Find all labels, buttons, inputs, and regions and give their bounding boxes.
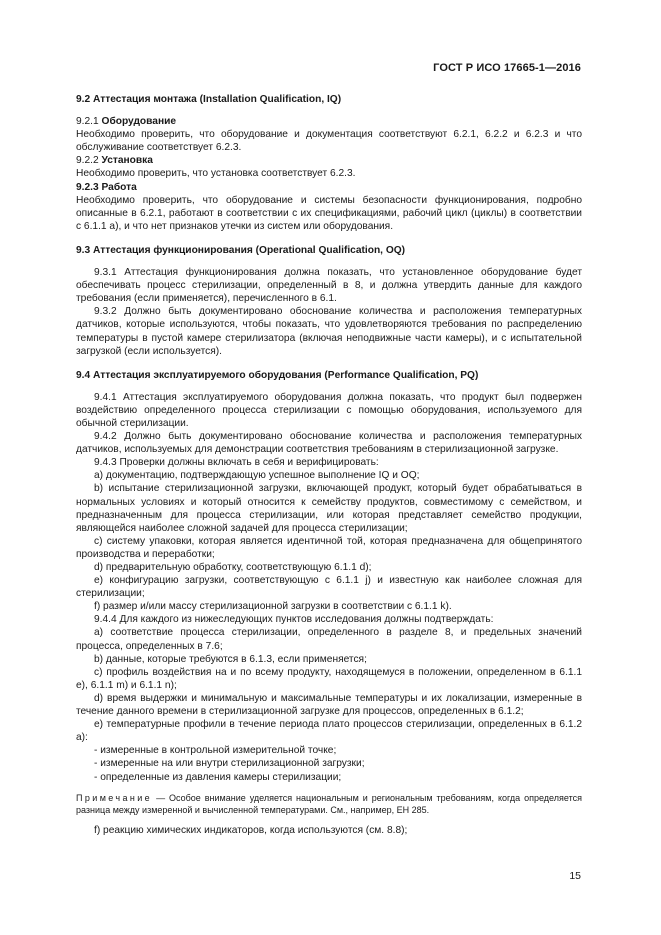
- list-item: d) время выдержки и минимальную и максимальные температуры и их локализации, измеренные в течение данного времени в стерилизационной загрузке для процессов, определенных в 6.1.2;: [76, 692, 582, 718]
- note-text: — Особое внимание уделяется национальным и региональным требованиям, когда определяется разница между измеренной и вычисленной температурами. См., например, ЕН 285.: [76, 792, 582, 815]
- list-item: а) документацию, подтверждающую успешное выполнение IQ и OQ;: [94, 470, 420, 482]
- subsection-title: Оборудование: [101, 116, 177, 128]
- subsection-9-2-3-heading: [76, 181, 582, 194]
- paragraph-9-4-2: 9.4.2 Должно быть документировано обоснование количества и расположения температурных датчиков, используемых для демонстрации соответствия требованиям в стерилизационной загрузке.: [76, 431, 582, 456]
- page-body: [76, 93, 582, 837]
- paragraph-9-3-1: 9.3.1 Аттестация функционирования должна показать, что установленное оборудование будет обеспечивать процесс стерилизации, определенный в 8, и должна утвердить данные для каждого требования (если применяется), перечисленного в 6.1.: [76, 267, 582, 305]
- subsection-number: 9.2.3: [76, 181, 99, 193]
- dash-item: - определенные из давления камеры стерилизации;: [94, 771, 342, 783]
- list-item: b) данные, которые требуются в 6.1.3, если применяется;: [94, 653, 367, 665]
- subsection-title: Установка: [101, 155, 153, 167]
- section-9-4-title: 9.4 Аттестация эксплуатируемого оборудования (Performance Qualification, PQ): [76, 369, 479, 381]
- note: [76, 792, 582, 816]
- subsection-number: 9.2.2: [76, 155, 99, 167]
- paragraph-text: Необходимо проверить, что оборудование и документация соответствуют 6.2.1, 6.2.2 и 6.2.3 и что обслуживание соответствует 6.2.3.: [76, 129, 582, 154]
- note-label: Примечание: [76, 792, 153, 803]
- section-9-2-title: 9.2 Аттестация монтажа (Installation Qualification, IQ): [76, 94, 342, 105]
- subsection-9-2-1-text: [76, 128, 582, 154]
- paragraph-9-4-4: 9.4.4 Для каждого из нижеследующих пунктов исследования должны подтверждать:: [94, 614, 494, 626]
- subsection-title: Работа: [101, 181, 137, 193]
- list-item: f) размер и/или массу стерилизационной загрузки в соответствии с 6.1.1 k).: [94, 601, 452, 613]
- list-item: c) систему упаковки, которая является идентичной той, которая предназначена для общепринятого производства и переработки;: [76, 535, 582, 560]
- page-number: 15: [569, 870, 581, 882]
- paragraph-9-3-2: 9.3.2 Должно быть документировано обоснование количества и расположения температурных датчиков, которые используются, чтобы показать, что удовлетворяются требования по распределению температуры в пустой камере стерилизатора (включая неподвижные части камеры), и с испытательной загрузкой (если используется).: [76, 306, 582, 357]
- subsection-9-2-3-text: Необходимо проверить, что оборудование и системы безопасности функционирования, подробно описанные в 6.2.1, работают в соответствии с их спецификациями, рабочий цикл (циклы) в соответствии с 6.1.1 а), и что нет признаков утечки из систем или оборудования.: [76, 194, 582, 232]
- dash-item: - измеренные на или внутри стерилизационной загрузки;: [94, 758, 365, 770]
- document-header: ГОСТ Р ИСО 17665-1—2016: [433, 62, 581, 74]
- subsection-9-2-2-text: Необходимо проверить, что установка соответствует 6.2.3.: [76, 168, 356, 180]
- subsection-9-2-2-heading: [76, 154, 582, 167]
- subsection-number: 9.2.1: [76, 116, 99, 128]
- dash-item: - измеренные в контрольной измерительной точке;: [94, 745, 337, 757]
- list-item: f) реакцию химических индикаторов, когда используются (см. 8.8);: [94, 824, 408, 836]
- section-9-3-title: 9.3 Аттестация функционирования (Operational Qualification, OQ): [76, 244, 406, 256]
- list-item: е) температурные профили в течение периода плато процессов стерилизации, определенных в 6.1.2 а):: [76, 719, 582, 744]
- list-item: d) предварительную обработку, соответствующую 6.1.1 d);: [94, 562, 372, 573]
- list-item: e) конфигурацию загрузки, соответствующую с 6.1.1 j) и известную как наиболее сложная для стерилизации;: [76, 575, 582, 600]
- paragraph-9-4-1: 9.4.1 Аттестация эксплуатируемого оборудования должна показать, что продукт был подвержен воздействию определенного процесса стерилизации с помощью оборудования, используемого для обычной стерилизации.: [76, 391, 582, 429]
- list-item: c) профиль воздействия на и по всему продукту, находящемуся в положении, определенном в 6.1.1 е), 6.1.1 m) и 6.1.1 n);: [76, 666, 582, 691]
- subsection-9-2-1-heading: [76, 115, 582, 128]
- paragraph-9-4-3: 9.4.3 Проверки должны включать в себя и верифицировать:: [94, 457, 379, 469]
- list-item: b) испытание стерилизационной загрузки, включающей продукт, который будет обрабатываться в нормальных условиях и который относится к семейству продуктов, совместимому с семейством, и предназначенным для процесса стерилизации, или которая представляет семейство продукции, являющейся наиболее сложной задачей для процесса стерилизации;: [76, 483, 582, 534]
- list-item: а) соответствие процесса стерилизации, определенного в разделе 8, и предельных значений процесса, определенных в 7.6;: [76, 627, 582, 652]
